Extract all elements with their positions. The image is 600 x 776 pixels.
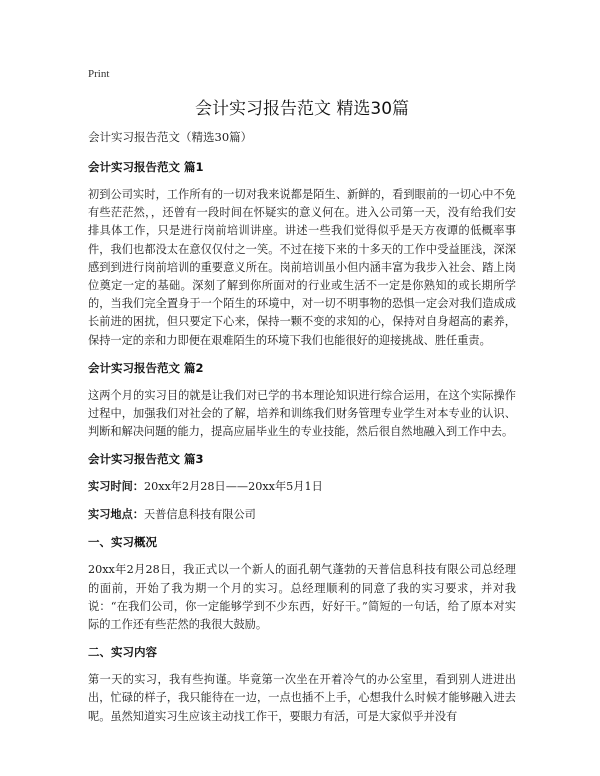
section-heading-2: 会计实习报告范文 篇2 (88, 360, 204, 375)
section-2-paragraph: 这两个月的实习目的就是让我们对已学的书本理论知识进行综合运用，在这个实际操作过程中，加强我们对社会的了解，培养和训练我们财务管理专业学生对本专业的认识、判断和解决问题的能力，提高应届毕业生的专业技能，然后很自然地融入到工作中去。 (88, 388, 516, 439)
internship-location (88, 506, 516, 522)
internship-time (88, 478, 516, 494)
content-paragraph: 第一天的实习，我有些拘谨。毕竟第一次坐在开着冷气的办公室里，看到别人进进出出，忙碌的样子，我只能待在一边，一点也插不上手，心想我什么时候才能够融入进去呢。虽然知道实习生应该主动找工作干，要眼力有活，可是大家似乎并没有 (88, 673, 516, 723)
subsection-heading-overview: 一、实习概况 (88, 535, 157, 550)
internship-location-value: 天普信息科技有限公司 (143, 508, 256, 522)
internship-location-label: 实习地点： (88, 508, 144, 522)
overview-paragraph: 20xx年2月28日，我正式以一个新人的面孔朝气蓬勃的天普信息科技有限公司总经理的面前，开始了我为期一个月的实习。总经理顺利的同意了我的实习要求，并对我说：“在我们公司，你一定能够学到不少东西，好好干。”简短的一句话，给了原本对实际的工作还有些茫然的我很大鼓励。 (88, 563, 516, 632)
internship-time-value: 20xx年2月28日——20xx年5月1日 (143, 480, 323, 494)
subsection-heading-content: 二、实习内容 (88, 645, 157, 660)
document-subtitle: 会计实习报告范文（精选30篇） (88, 130, 253, 144)
section-heading-3: 会计实习报告范文 篇3 (88, 452, 204, 467)
internship-time-label: 实习时间： (88, 480, 144, 494)
document-page (88, 68, 516, 736)
document-title: 会计实习报告范文 精选30篇 (194, 99, 410, 119)
section-1-paragraph: 初到公司实时，工作所有的一切对我来说都是陌生、新鲜的，看到眼前的一切心中不免有些茫茫然，，还曾有一段时间在怀疑实的意义何在。进入公司第一天，没有给我们安排具体工作，只是进行岗前培训讲座。讲述一些我们觉得似乎是天方夜谭的低概率事件，我们也都没太在意仅仅付之一笑。不过在接下来的十多天的工作中受益匪浅，深深感到到进行岗前培训的重要意义所在。岗前培训虽小但内涵丰富为我步入社会、踏上岗位奠定一定的基础。深刻了解到你所面对的行业或生活不一定是你熟知的或长期所学的，当我们完全置身于一个陌生的环境中，对一切不明事物的恐惧一定会对我们造成成长前进的困扰，但只要定下心来，保持一颗不变的求知的心，保持对自身超高的素养，保持一定的亲和力即便在艰难陌生的环境下我们也能很好的迎接挑战、胜任重责。 (88, 188, 516, 347)
section-heading-1: 会计实习报告范文 篇1 (88, 160, 204, 174)
print-link[interactable]: Print (88, 68, 110, 80)
